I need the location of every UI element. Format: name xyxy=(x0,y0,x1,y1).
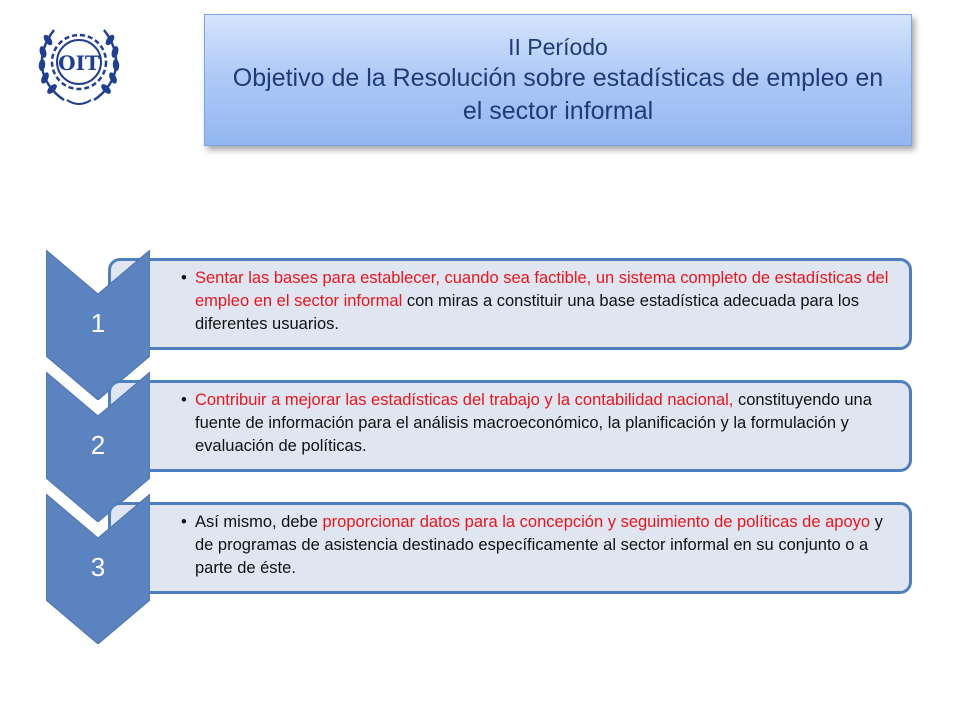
page-title-line2: Objetivo de la Resolución sobre estadísticas de empleo en el sector informal xyxy=(232,64,884,125)
step-3-text: y de programas de asistencia destinado específicamente al sector informal en su conjunto o a parte de éste. xyxy=(195,513,883,577)
oit-emblem-icon xyxy=(34,18,124,110)
step-1-content xyxy=(108,258,912,350)
step-1-text: con miras a constituir una base estadística adecuada para los diferentes usuarios. xyxy=(195,292,860,333)
step-3-number: 3 xyxy=(90,552,106,582)
step-3-bullet: • Así mismo, debe proporcionar datos para la concepción y seguimiento de políticas de apoyo y de programas de asistencia destinado específicamente al sector informal en su conjunto o a parte de éste. xyxy=(181,513,883,577)
step-2-text: constituyendo una fuente de información para el análisis macroeconómico, la planificación y la formulación y evaluación de políticas. xyxy=(195,391,872,455)
logo-text: OIT xyxy=(58,51,100,75)
step-3 xyxy=(0,502,960,652)
step-3-chevron xyxy=(46,494,150,644)
step-2-content xyxy=(108,380,912,472)
step-2-highlight: Contribuir a mejorar las estadísticas del trabajo y la contabilidad nacional, xyxy=(195,391,734,409)
step-3-content xyxy=(108,502,912,594)
step-1-highlight: Sentar las bases para establecer, cuando sea factible, un sistema completo de estadísticas del empleo en el sector informal xyxy=(195,269,889,310)
title-box xyxy=(204,14,912,146)
step-2-bullet: • Contribuir a mejorar las estadísticas del trabajo y la contabilidad nacional, constituyendo una fuente de información para el análisis macroeconómico, la planificación y la formulación y evaluación de políticas. xyxy=(181,391,872,455)
step-2-number: 2 xyxy=(90,430,106,460)
step-1-number: 1 xyxy=(90,308,106,338)
oit-logo xyxy=(34,18,124,110)
step-3-highlight: proporcionar datos para la concepción y seguimiento de políticas de apoyo xyxy=(322,513,871,531)
page-title-line1: II Período xyxy=(508,34,608,60)
step-3-pre: Así mismo, debe xyxy=(195,513,323,531)
step-1-bullet: • Sentar las bases para establecer, cuando sea factible, un sistema completo de estadísticas del empleo en el sector informal con miras a constituir una base estadística adecuada para los diferentes usuarios. xyxy=(181,269,889,333)
